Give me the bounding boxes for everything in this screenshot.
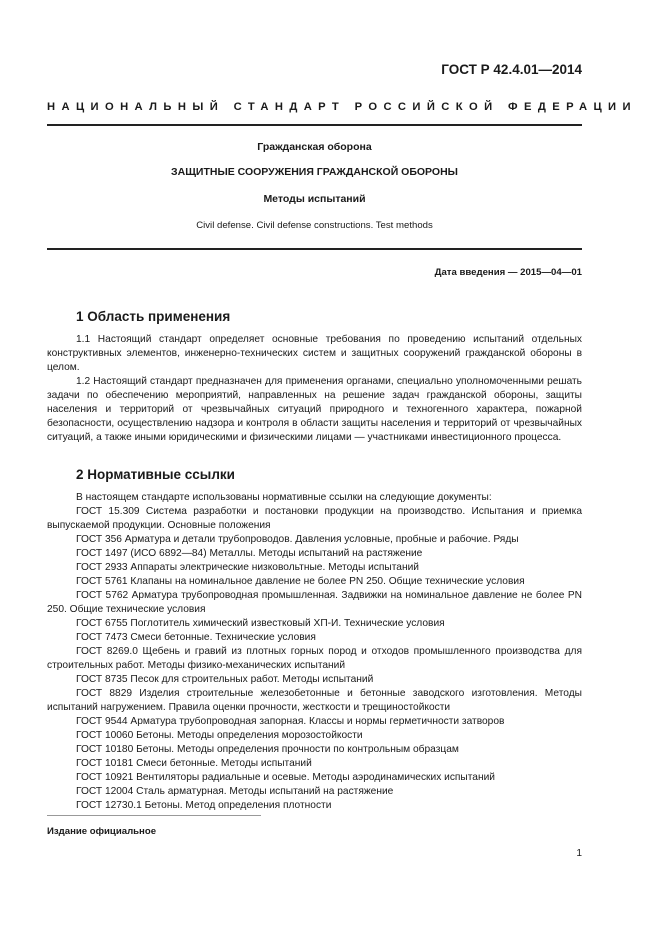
document-number: ГОСТ Р 42.4.01—2014: [441, 62, 582, 77]
reference-item: ГОСТ 9544 Арматура трубопроводная запорная. Классы и нормы герметичности затворов: [76, 716, 505, 727]
reference-item: ГОСТ 5762 Арматура трубопроводная промышленная. Задвижки на номинальное давление не более PN 250. Общие технические условия: [47, 590, 582, 615]
reference-item: ГОСТ 10180 Бетоны. Методы определения прочности по контрольным образцам: [76, 744, 459, 755]
reference-item: ГОСТ 7473 Смеси бетонные. Технические условия: [76, 632, 316, 643]
title-rule: [47, 248, 582, 250]
reference-item: ГОСТ 356 Арматура и детали трубопроводов. Давления условные, пробные и рабочие. Ряды: [76, 534, 519, 545]
page-number: 1: [576, 848, 582, 859]
top-rule: [47, 124, 582, 126]
reference-item: ГОСТ 1497 (ИСО 6892—84) Металлы. Методы испытаний на растяжение: [76, 548, 423, 559]
section-1-paragraph-2: 1.2 Настоящий стандарт предназначен для применения органами, специально уполномоченными решать задачи по обеспечению мероприятий, направленных на решение задач гражданской обороны, защиты населения и территорий от чрезвычайных ситуаций природного и техногенного характера, пожарной безопасности, осуществлению надзора и контроля в области защиты населения и территорий от чрезвычайных ситуаций, а также иными юридическими и физическими лицами — участниками инвестиционного процесса.: [47, 376, 582, 443]
reference-item: ГОСТ 10181 Смеси бетонные. Методы испытаний: [76, 758, 312, 769]
footer-rule: [47, 815, 261, 816]
reference-item: ГОСТ 2933 Аппараты электрические низковольтные. Методы испытаний: [76, 562, 419, 573]
official-edition-label: Издание официальное: [47, 826, 157, 837]
section-1-heading: 1 Область применения: [76, 309, 231, 324]
reference-item: ГОСТ 8735 Песок для строительных работ. Методы испытаний: [76, 674, 374, 685]
reference-item: ГОСТ 6755 Поглотитель химический известковый ХП-И. Технические условия: [76, 618, 445, 629]
reference-item: ГОСТ 12004 Сталь арматурная. Методы испытаний на растяжение: [76, 786, 394, 797]
subject-title: Гражданская оборона: [257, 141, 372, 153]
reference-item: ГОСТ 5761 Клапаны на номинальное давление не более PN 250. Общие технические условия: [76, 576, 525, 587]
section-2-intro: В настоящем стандарте использованы нормативные ссылки на следующие документы:: [76, 492, 492, 503]
reference-item: ГОСТ 10921 Вентиляторы радиальные и осевые. Методы аэродинамических испытаний: [76, 772, 495, 783]
section-1-paragraph-1: 1.1 Настоящий стандарт определяет основные требования по проведению испытаний отдельных конструктивных элементов, инженерно-технических систем и защитных сооружений гражданской обороны в целом.: [47, 334, 582, 373]
reference-item: ГОСТ 8269.0 Щебень и гравий из плотных горных пород и отходов промышленного производства для строительных работ. Методы физико-механических испытаний: [47, 646, 582, 671]
section-2-heading: 2 Нормативные ссылки: [76, 467, 235, 482]
main-title: ЗАЩИТНЫЕ СООРУЖЕНИЯ ГРАЖДАНСКОЙ ОБОРОНЫ: [171, 166, 458, 178]
introduction-date: Дата введения — 2015—04—01: [434, 267, 582, 278]
methods-title: Методы испытаний: [263, 193, 366, 205]
national-standard-banner: НАЦИОНАЛЬНЫЙ СТАНДАРТ РОССИЙСКОЙ ФЕДЕРАЦИИ: [47, 101, 637, 113]
section-1-body: [47, 333, 582, 445]
section-2-body: [47, 491, 582, 813]
reference-item: ГОСТ 12730.1 Бетоны. Метод определения плотности: [76, 800, 332, 811]
reference-item: ГОСТ 15.309 Система разработки и постановки продукции на производство. Испытания и приемка выпускаемой продукции. Основные положения: [47, 506, 582, 531]
english-title: Civil defense. Civil defense constructions. Test methods: [196, 220, 433, 231]
reference-item: ГОСТ 10060 Бетоны. Методы определения морозостойкости: [76, 730, 363, 741]
reference-item: ГОСТ 8829 Изделия строительные железобетонные и бетонные заводского изготовления. Методы испытаний нагружением. Правила оценки прочности, жесткости и трещиностойкости: [47, 688, 582, 713]
